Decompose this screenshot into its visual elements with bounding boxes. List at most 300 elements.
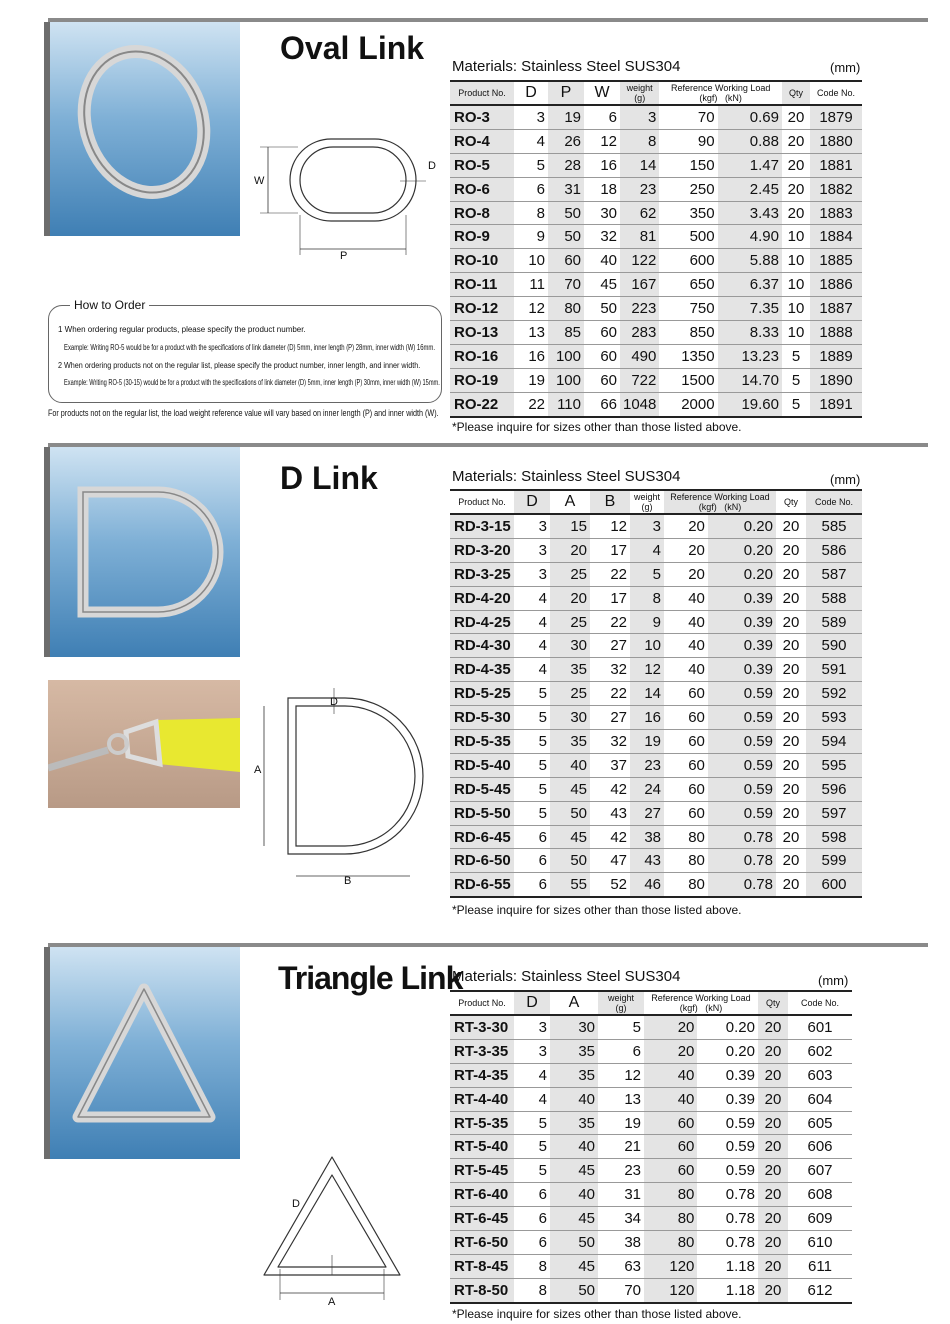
table-cell: 80	[548, 297, 584, 321]
col-code: Code No.	[788, 991, 852, 1015]
col-code: Code No.	[806, 490, 862, 514]
table-cell: 100	[548, 368, 584, 392]
col-d: D	[514, 81, 548, 105]
table-cell: 0.20	[708, 562, 776, 586]
product-number-cell: RO-5	[450, 153, 514, 177]
table-row	[450, 538, 862, 562]
product-number-cell: RO-9	[450, 225, 514, 249]
d-link-diagram	[250, 688, 425, 888]
table-cell: 0.59	[708, 730, 776, 754]
triangle-link-diagram	[250, 1145, 420, 1315]
table-cell: 0.59	[697, 1135, 758, 1159]
table-cell: 22	[590, 610, 630, 634]
table-cell: 43	[630, 849, 664, 873]
table-cell: 81	[620, 225, 659, 249]
col-rwl: Reference Working Load (kgf) (kN)	[644, 991, 758, 1015]
table-cell: 595	[806, 753, 862, 777]
table-cell: 120	[644, 1278, 697, 1302]
table-cell: 19	[548, 105, 584, 129]
table-cell: 1884	[810, 225, 862, 249]
table-cell: 47	[590, 849, 630, 873]
table-cell: 1881	[810, 153, 862, 177]
product-number-cell: RD-4-30	[450, 634, 514, 658]
oval-rows	[450, 105, 862, 417]
table-cell: 8	[620, 129, 659, 153]
table-cell: 0.39	[708, 610, 776, 634]
table-cell: 1885	[810, 249, 862, 273]
table-cell: 20	[776, 586, 806, 610]
table-cell: 20	[776, 849, 806, 873]
table-cell: 5	[782, 392, 810, 416]
table-cell: 20	[776, 777, 806, 801]
table-cell: 0.39	[708, 634, 776, 658]
diagram-label-b: B	[344, 875, 352, 887]
table-cell: 0.59	[708, 706, 776, 730]
table-cell: 55	[550, 873, 590, 897]
table-cell: 3	[514, 105, 548, 129]
table-cell: 0.59	[697, 1159, 758, 1183]
table-row	[450, 730, 862, 754]
table-cell: 27	[590, 706, 630, 730]
table-cell: 0.78	[708, 849, 776, 873]
oval-ring-image	[48, 22, 240, 236]
table-cell: 610	[788, 1231, 852, 1255]
table-cell: 62	[620, 201, 659, 225]
product-number-cell: RD-3-20	[450, 538, 514, 562]
table-cell: 3	[514, 1015, 550, 1039]
table-cell: 3	[514, 514, 550, 538]
table-cell: 60	[664, 706, 708, 730]
table-cell: 60	[664, 753, 708, 777]
table-cell: 15	[550, 514, 590, 538]
table-cell: 14	[630, 682, 664, 706]
table-cell: 17	[590, 586, 630, 610]
table-cell: 19.60	[718, 392, 782, 416]
table-cell: 1879	[810, 105, 862, 129]
table-row	[450, 825, 862, 849]
table-cell: 14	[620, 153, 659, 177]
table-cell: 38	[598, 1231, 644, 1255]
product-number-cell: RT-6-40	[450, 1183, 514, 1207]
table-row	[450, 297, 862, 321]
table-cell: 50	[550, 1231, 598, 1255]
table-cell: 35	[550, 1111, 598, 1135]
product-number-cell: RT-3-35	[450, 1039, 514, 1063]
table-cell: 80	[644, 1207, 697, 1231]
product-number-cell: RO-19	[450, 368, 514, 392]
table-cell: 0.78	[697, 1183, 758, 1207]
table-cell: 585	[806, 514, 862, 538]
order-line-1: 1 When ordering regular products, please specify the product number.	[58, 325, 306, 334]
oval-unit: (mm)	[830, 60, 861, 75]
table-cell: 80	[664, 849, 708, 873]
table-row	[450, 1159, 852, 1183]
table-cell: 3	[620, 105, 659, 129]
table-row	[450, 658, 862, 682]
col-a: A	[550, 490, 590, 514]
table-cell: 592	[806, 682, 862, 706]
table-row	[450, 392, 862, 416]
table-cell: 3	[630, 514, 664, 538]
table-cell: 722	[620, 368, 659, 392]
product-number-cell: RD-3-15	[450, 514, 514, 538]
table-cell: 6	[514, 1183, 550, 1207]
table-cell: 250	[659, 177, 717, 201]
product-number-cell: RT-5-35	[450, 1111, 514, 1135]
table-cell: 9	[514, 225, 548, 249]
product-number-cell: RD-5-45	[450, 777, 514, 801]
table-cell: 1889	[810, 344, 862, 368]
table-cell: 5	[630, 562, 664, 586]
table-cell: 46	[630, 873, 664, 897]
table-cell: 0.69	[718, 105, 782, 129]
table-cell: 40	[550, 1135, 598, 1159]
table-cell: 22	[590, 562, 630, 586]
table-cell: 25	[550, 610, 590, 634]
table-cell: 30	[550, 634, 590, 658]
table-cell: 6.37	[718, 273, 782, 297]
col-rwl: Reference Working Load (kgf) (kN)	[659, 81, 782, 105]
table-cell: 40	[550, 753, 590, 777]
photo-edge	[44, 447, 50, 657]
table-cell: 3	[514, 538, 550, 562]
table-cell: 605	[788, 1111, 852, 1135]
col-product: Product No.	[450, 81, 514, 105]
product-number-cell: RO-22	[450, 392, 514, 416]
table-cell: 35	[550, 1039, 598, 1063]
table-row	[450, 1135, 852, 1159]
table-cell: 0.59	[708, 777, 776, 801]
order-footer: For products not on the regular list, the load weight reference value will vary based on inner length (P) and inner width (W).	[48, 408, 439, 418]
table-cell: 0.39	[708, 586, 776, 610]
table-cell: 20	[776, 538, 806, 562]
table-cell: 20	[782, 201, 810, 225]
table-cell: 1350	[659, 344, 717, 368]
product-number-cell: RO-16	[450, 344, 514, 368]
table-cell: 603	[788, 1063, 852, 1087]
table-cell: 120	[644, 1254, 697, 1278]
table-cell: 6	[514, 849, 550, 873]
table-cell: 0.20	[697, 1015, 758, 1039]
product-number-cell: RD-5-35	[450, 730, 514, 754]
col-d: D	[514, 991, 550, 1015]
table-cell: 596	[806, 777, 862, 801]
photo-edge	[44, 947, 50, 1159]
table-cell: 1888	[810, 321, 862, 345]
table-cell: 12	[590, 514, 630, 538]
col-p: P	[548, 81, 584, 105]
table-cell: 0.39	[708, 658, 776, 682]
table-cell: 594	[806, 730, 862, 754]
table-cell: 8	[514, 201, 548, 225]
product-number-cell: RT-4-40	[450, 1087, 514, 1111]
table-cell: 4	[630, 538, 664, 562]
product-number-cell: RT-6-50	[450, 1231, 514, 1255]
table-cell: 750	[659, 297, 717, 321]
table-cell: 24	[630, 777, 664, 801]
table-cell: 50	[584, 297, 620, 321]
table-cell: 0.78	[708, 825, 776, 849]
table-cell: 20	[776, 634, 806, 658]
table-cell: 34	[598, 1207, 644, 1231]
table-cell: 6	[514, 177, 548, 201]
table-cell: 5.88	[718, 249, 782, 273]
table-cell: 11	[514, 273, 548, 297]
table-cell: 20	[758, 1015, 788, 1039]
product-number-cell: RD-5-50	[450, 801, 514, 825]
table-cell: 1.18	[697, 1278, 758, 1302]
table-cell: 43	[590, 801, 630, 825]
table-row	[450, 706, 862, 730]
table-cell: 23	[620, 177, 659, 201]
product-number-cell: RD-4-25	[450, 610, 514, 634]
table-cell: 40	[644, 1063, 697, 1087]
table-cell: 70	[598, 1278, 644, 1302]
table-cell: 6	[514, 1207, 550, 1231]
table-cell: 90	[659, 129, 717, 153]
table-cell: 20	[776, 801, 806, 825]
product-number-cell: RD-6-50	[450, 849, 514, 873]
diagram-label-a: A	[254, 764, 262, 776]
table-cell: 38	[630, 825, 664, 849]
table-cell: 5	[514, 153, 548, 177]
table-cell: 500	[659, 225, 717, 249]
table-cell: 23	[630, 753, 664, 777]
product-number-cell: RD-6-55	[450, 873, 514, 897]
table-cell: 32	[584, 225, 620, 249]
diagram-label-a: A	[328, 1296, 336, 1308]
product-number-cell: RD-4-35	[450, 658, 514, 682]
oval-note: *Please inquire for sizes other than those listed above.	[452, 420, 742, 434]
table-cell: 20	[776, 658, 806, 682]
table-cell: 17	[590, 538, 630, 562]
table-cell: 42	[590, 825, 630, 849]
table-cell: 10	[514, 249, 548, 273]
table-cell: 1890	[810, 368, 862, 392]
table-cell: 60	[664, 777, 708, 801]
table-cell: 122	[620, 249, 659, 273]
table-cell: 25	[550, 562, 590, 586]
how-to-order-box	[48, 305, 442, 403]
order-line-4: Example: Writing RO-5 (30-15) would be for a product with the specifications of link diameter (D) 5mm, inner length (P) 30mm, inner width (W) 15mm.	[64, 378, 440, 387]
table-cell: 20	[776, 873, 806, 897]
table-cell: 40	[550, 1183, 598, 1207]
table-cell: 26	[548, 129, 584, 153]
d-link-unit: (mm)	[830, 472, 861, 487]
table-cell: 31	[548, 177, 584, 201]
table-cell: 60	[664, 730, 708, 754]
table-cell: 5	[782, 368, 810, 392]
table-cell: 50	[550, 849, 590, 873]
table-cell: 100	[548, 344, 584, 368]
table-cell: 3.43	[718, 201, 782, 225]
table-cell: 4	[514, 586, 550, 610]
d-link-materials: Materials: Stainless Steel SUS304	[452, 468, 681, 485]
table-cell: 4	[514, 1087, 550, 1111]
d-link-title: D Link	[280, 460, 378, 496]
product-number-cell: RD-5-25	[450, 682, 514, 706]
table-cell: 490	[620, 344, 659, 368]
table-cell: 607	[788, 1159, 852, 1183]
table-cell: 14.70	[718, 368, 782, 392]
table-cell: 8	[514, 1254, 550, 1278]
table-cell: 606	[788, 1135, 852, 1159]
table-cell: 20	[664, 538, 708, 562]
triangle-rows	[450, 1015, 852, 1303]
table-cell: 40	[550, 1087, 598, 1111]
table-cell: 5	[514, 730, 550, 754]
table-cell: 4	[514, 634, 550, 658]
product-number-cell: RT-6-45	[450, 1207, 514, 1231]
table-row	[450, 1063, 852, 1087]
table-cell: 1887	[810, 297, 862, 321]
table-cell: 3	[514, 1039, 550, 1063]
table-cell: 35	[550, 1063, 598, 1087]
triangle-materials: Materials: Stainless Steel SUS304	[452, 968, 681, 985]
table-cell: 4	[514, 658, 550, 682]
table-cell: 10	[782, 321, 810, 345]
table-cell: 20	[644, 1015, 697, 1039]
table-cell: 9	[630, 610, 664, 634]
product-number-cell: RO-12	[450, 297, 514, 321]
table-cell: 1880	[810, 129, 862, 153]
order-line-2: Example: Writing RO-5 would be for a product with the specifications of link diameter (D) 5mm, inner length (P) 28mm, inner width (W) 16mm.	[64, 343, 436, 352]
table-cell: 20	[664, 514, 708, 538]
table-cell: 45	[550, 1159, 598, 1183]
triangle-link-photo	[48, 947, 240, 1159]
table-cell: 0.59	[708, 801, 776, 825]
table-cell: 10	[630, 634, 664, 658]
d-link-usage-photo	[48, 680, 240, 808]
oval-materials: Materials: Stainless Steel SUS304	[452, 58, 681, 75]
table-row	[450, 368, 862, 392]
table-cell: 30	[584, 201, 620, 225]
table-cell: 10	[782, 225, 810, 249]
table-cell: 20	[550, 586, 590, 610]
table-cell: 6	[584, 105, 620, 129]
product-number-cell: RD-5-40	[450, 753, 514, 777]
table-cell: 27	[630, 801, 664, 825]
table-cell: 13	[514, 321, 548, 345]
table-cell: 20	[776, 562, 806, 586]
table-cell: 13	[598, 1087, 644, 1111]
oval-link-diagram	[250, 125, 450, 275]
table-cell: 19	[630, 730, 664, 754]
table-cell: 52	[590, 873, 630, 897]
table-cell: 20	[776, 730, 806, 754]
table-cell: 50	[550, 801, 590, 825]
table-cell: 20	[776, 753, 806, 777]
oval-spec-table	[450, 80, 862, 418]
col-d: D	[514, 490, 550, 514]
d-link-rows	[450, 514, 862, 897]
table-cell: 45	[550, 1254, 598, 1278]
table-cell: 0.78	[708, 873, 776, 897]
table-cell: 650	[659, 273, 717, 297]
table-row	[450, 849, 862, 873]
table-cell: 35	[550, 658, 590, 682]
table-row	[450, 1111, 852, 1135]
table-row	[450, 777, 862, 801]
table-cell: 45	[550, 1207, 598, 1231]
table-row	[450, 273, 862, 297]
table-cell: 4	[514, 610, 550, 634]
table-cell: 283	[620, 321, 659, 345]
table-cell: 80	[664, 825, 708, 849]
product-number-cell: RT-8-45	[450, 1254, 514, 1278]
table-cell: 20	[776, 514, 806, 538]
table-cell: 28	[548, 153, 584, 177]
table-cell: 60	[644, 1111, 697, 1135]
table-cell: 40	[664, 634, 708, 658]
table-row	[450, 201, 862, 225]
table-cell: 20	[758, 1278, 788, 1302]
table-cell: 27	[590, 634, 630, 658]
product-number-cell: RT-4-35	[450, 1063, 514, 1087]
table-cell: 599	[806, 849, 862, 873]
col-qty: Qty	[758, 991, 788, 1015]
table-cell: 16	[630, 706, 664, 730]
table-cell: 150	[659, 153, 717, 177]
product-number-cell: RO-6	[450, 177, 514, 201]
table-cell: 40	[644, 1087, 697, 1111]
table-cell: 20	[782, 153, 810, 177]
table-row	[450, 344, 862, 368]
table-cell: 597	[806, 801, 862, 825]
table-cell: 600	[659, 249, 717, 273]
table-cell: 223	[620, 297, 659, 321]
table-cell: 60	[664, 682, 708, 706]
table-cell: 25	[550, 682, 590, 706]
d-link-note: *Please inquire for sizes other than those listed above.	[452, 903, 742, 917]
table-cell: 20	[776, 610, 806, 634]
triangle-note: *Please inquire for sizes other than those listed above.	[452, 1307, 742, 1321]
table-cell: 40	[664, 586, 708, 610]
col-weight: weight (g)	[598, 991, 644, 1015]
table-cell: 5	[514, 753, 550, 777]
product-number-cell: RO-13	[450, 321, 514, 345]
table-cell: 5	[514, 1159, 550, 1183]
table-cell: 70	[659, 105, 717, 129]
table-row	[450, 321, 862, 345]
table-cell: 31	[598, 1183, 644, 1207]
triangle-ring-image	[48, 947, 240, 1159]
table-cell: 598	[806, 825, 862, 849]
table-cell: 16	[584, 153, 620, 177]
table-cell: 110	[548, 392, 584, 416]
table-cell: 5	[514, 1111, 550, 1135]
table-cell: 600	[806, 873, 862, 897]
table-cell: 0.59	[708, 682, 776, 706]
table-cell: 5	[514, 682, 550, 706]
table-cell: 20	[550, 538, 590, 562]
diagram-label-d: D	[428, 160, 436, 172]
sling-image	[48, 680, 240, 808]
table-cell: 20	[758, 1135, 788, 1159]
table-cell: 167	[620, 273, 659, 297]
table-row	[450, 177, 862, 201]
table-cell: 20	[758, 1159, 788, 1183]
product-number-cell: RO-4	[450, 129, 514, 153]
table-cell: 593	[806, 706, 862, 730]
diagram-label-p: P	[340, 250, 348, 262]
table-cell: 60	[644, 1159, 697, 1183]
table-cell: 1883	[810, 201, 862, 225]
table-cell: 5	[514, 801, 550, 825]
table-cell: 1048	[620, 392, 659, 416]
product-number-cell: RT-5-45	[450, 1159, 514, 1183]
table-cell: 588	[806, 586, 862, 610]
